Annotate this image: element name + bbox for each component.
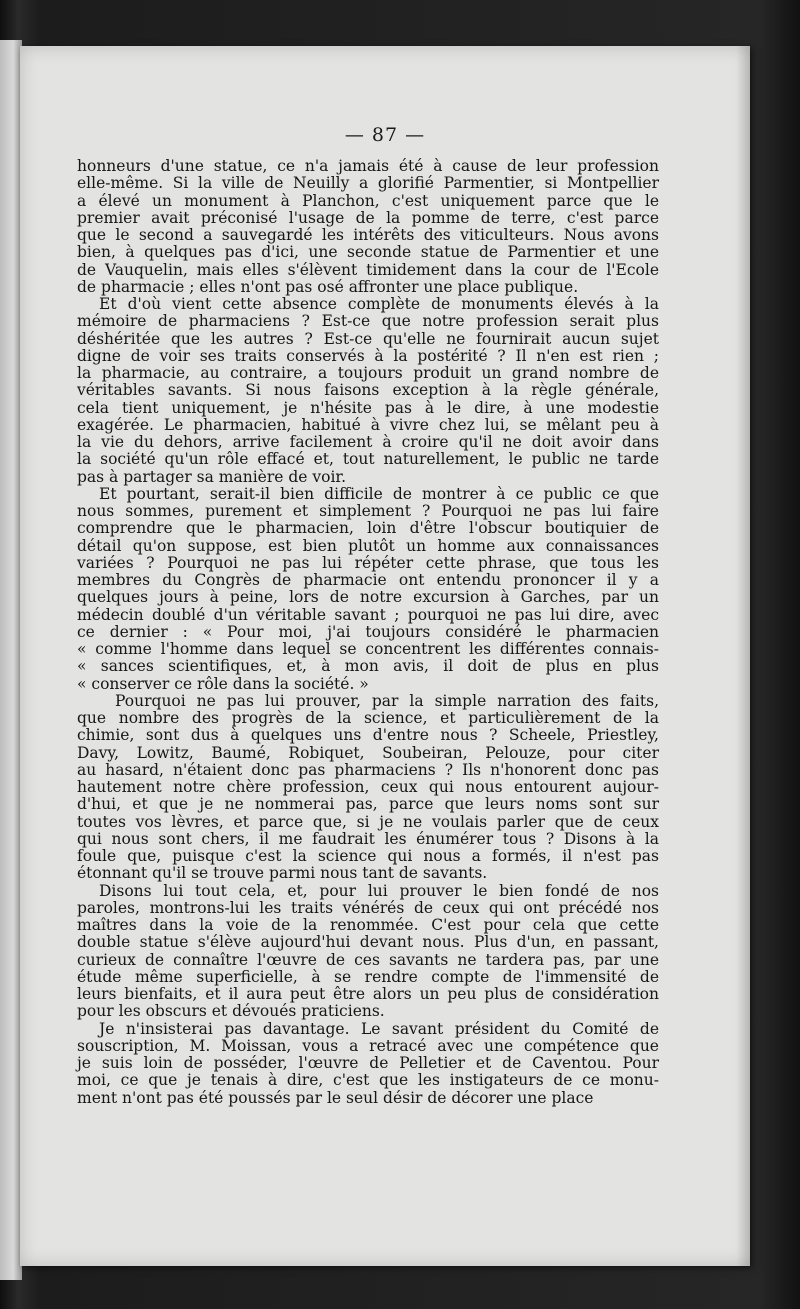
text-line: moi, ce que je tenais à dire, c'est que les instigateurs de ce monu- [77, 1071, 659, 1090]
paragraph [77, 883, 659, 1021]
text-line: exagérée. Le pharmacien, habitué à vivre chez lui, se mêlant peu à [77, 415, 659, 434]
text-line: Disons lui tout cela, et, pour lui prouver le bien fondé de nos [99, 881, 659, 900]
text-line: Je n'insisterai pas davantage. Le savant président du Comité de [99, 1019, 659, 1038]
paragraph [77, 486, 659, 693]
page-gutter-shadow [736, 46, 750, 1266]
text-line: médecin doublé d'un véritable savant ; pourquoi ne pas lui dire, avec [77, 605, 659, 624]
text-line: mémoire de pharmaciens ? Est-ce que notre profession serait plus [77, 312, 659, 331]
text-line: véritables savants. Si nous faisons exception à la règle générale, [77, 381, 659, 400]
text-line: comprendre que le pharmacien, loin d'être l'obscur boutiquier de [77, 519, 659, 538]
text-line: digne de voir ses traits conservés à la postérité ? Il n'en est rien ; [77, 346, 659, 365]
text-line: chimie, sont dus à quelques uns d'entre nous ? Scheele, Priestley, [77, 726, 659, 745]
text-line: déshéritée que les autres ? Est-ce qu'elle ne fournirait aucun sujet [77, 329, 659, 348]
text-line: au hasard, n'étaient donc pas pharmaciens ? Ils n'honorent donc pas [77, 760, 659, 779]
text-line: « sances scientifiques, et, à mon avis, il doit de plus en plus [77, 657, 659, 676]
paragraph [77, 158, 659, 296]
text-line: hautement notre chère profession, ceux qui nous entourent aujour- [77, 778, 659, 796]
text-line: ce dernier : « Pour moi, j'ai toujours considéré le pharmacien [77, 622, 659, 641]
text-line: Davy, Lowitz, Baumé, Robiquet, Soubeiran, Pelouze, pour citer [77, 743, 659, 762]
text-line: étonnant qu'il se trouve parmi nous tant de savants. [77, 864, 488, 883]
text-line: membres du Congrès de pharmacie ont entendu prononcer il y a [77, 571, 659, 589]
text-line: elle-même. Si la ville de Neuilly a glorifié Parmentier, si Montpellier [77, 174, 659, 193]
text-line: toutes vos lèvres, et parce que, si je ne voulais parler que de ceux [77, 812, 659, 831]
text-line: foule que, puisque c'est la science qui nous a formés, il n'est pas [77, 847, 659, 865]
paragraph [77, 693, 659, 883]
text-line: premier avait préconisé l'usage de la pomme de terre, c'est parce [77, 208, 659, 227]
text-line: pour les obscurs et dévoués praticiens. [77, 1002, 385, 1021]
text-line: étude même superficielle, à se rendre compte de l'immensité de [77, 967, 659, 986]
text-line: variées ? Pourquoi ne pas lui répéter cette phrase, que tous les [77, 553, 659, 572]
text-line: je suis loin de posséder, l'œuvre de Pelletier et de Caventou. Pour [77, 1054, 659, 1072]
text-line: a élevé un monument à Planchon, c'est uniquement parce que le [77, 191, 659, 210]
text-line: ment n'ont pas été poussés par le seul désir de décorer une place [77, 1088, 594, 1107]
text-line: souscription, M. Moissan, vous a retracé avec une compétence que [77, 1036, 659, 1055]
paragraph [77, 296, 659, 486]
text-line: que nombre des progrès de la science, et particulièrement de la [77, 709, 659, 727]
text-line: de Vauquelin, mais elles s'élèvent timidement dans la cour de l'Ecole [77, 260, 659, 279]
text-line: cela tient uniquement, je n'hésite pas à le dire, à une modestie [77, 398, 659, 417]
text-line: paroles, montrons-lui les traits vénérés de ceux qui ont précédé nos [77, 898, 659, 917]
text-line: Pourquoi ne pas lui prouver, par la simple narration des faits, [115, 691, 659, 710]
text-line: qui nous sont chers, il me faudrait les énumérer tous ? Disons à la [77, 829, 659, 848]
text-line: détail qu'on suppose, est bien plutôt un homme aux connaissances [77, 536, 659, 555]
text-line: nous sommes, purement et simplement ? Pourquoi ne pas lui faire [77, 502, 659, 520]
body-text [77, 158, 659, 1107]
text-line: double statue s'élève aujourd'hui devant nous. Plus d'un, en passant, [77, 933, 659, 952]
text-line: « conserver ce rôle dans la société. » [77, 674, 369, 693]
book-page [20, 46, 750, 1266]
text-line: la société qu'un rôle effacé et, tout naturellement, le public ne tarde [77, 450, 659, 469]
text-line: d'hui, et que je ne nommerai pas, parce que leurs noms sont sur [77, 795, 659, 814]
text-line: bien, à quelques pas d'ici, une seconde statue de Parmentier et une [77, 243, 659, 262]
text-line: curieux de connaître l'œuvre de ces savants ne tardera pas, par une [77, 950, 659, 969]
text-line: la pharmacie, au contraire, a toujours produit un grand nombre de [77, 364, 659, 382]
text-line: la vie du dehors, arrive facilement à croire qu'il ne doit avoir dans [77, 433, 659, 451]
text-line: quelques jours à peine, lors de notre excursion à Garches, par un [77, 588, 659, 607]
text-line: leurs bienfaits, et il aura peut être alors un peu plus de considération [77, 985, 659, 1003]
text-line: « comme l'homme dans lequel se concentrent les différentes connais- [77, 640, 659, 658]
page-number: — 87 — [344, 124, 426, 146]
text-line: pas à partager sa manière de voir. [77, 467, 347, 486]
text-line: maîtres dans la voie de la renommée. C'est pour cela que cette [77, 916, 659, 934]
text-line: que le second a sauvegardé les intérêts des viticulteurs. Nous avons [77, 226, 659, 244]
previous-page-edge [0, 40, 22, 1280]
text-line: honneurs d'une statue, ce n'a jamais été à cause de leur profession [77, 157, 659, 175]
paragraph [77, 1021, 659, 1107]
text-line: Et pourtant, serait-il bien difficile de montrer à ce public ce que [99, 484, 659, 503]
text-line: de pharmacie ; elles n'ont pas osé affronter une place publique. [77, 277, 579, 296]
text-line: Et d'où vient cette absence complète de monuments élevés à la [99, 295, 659, 313]
